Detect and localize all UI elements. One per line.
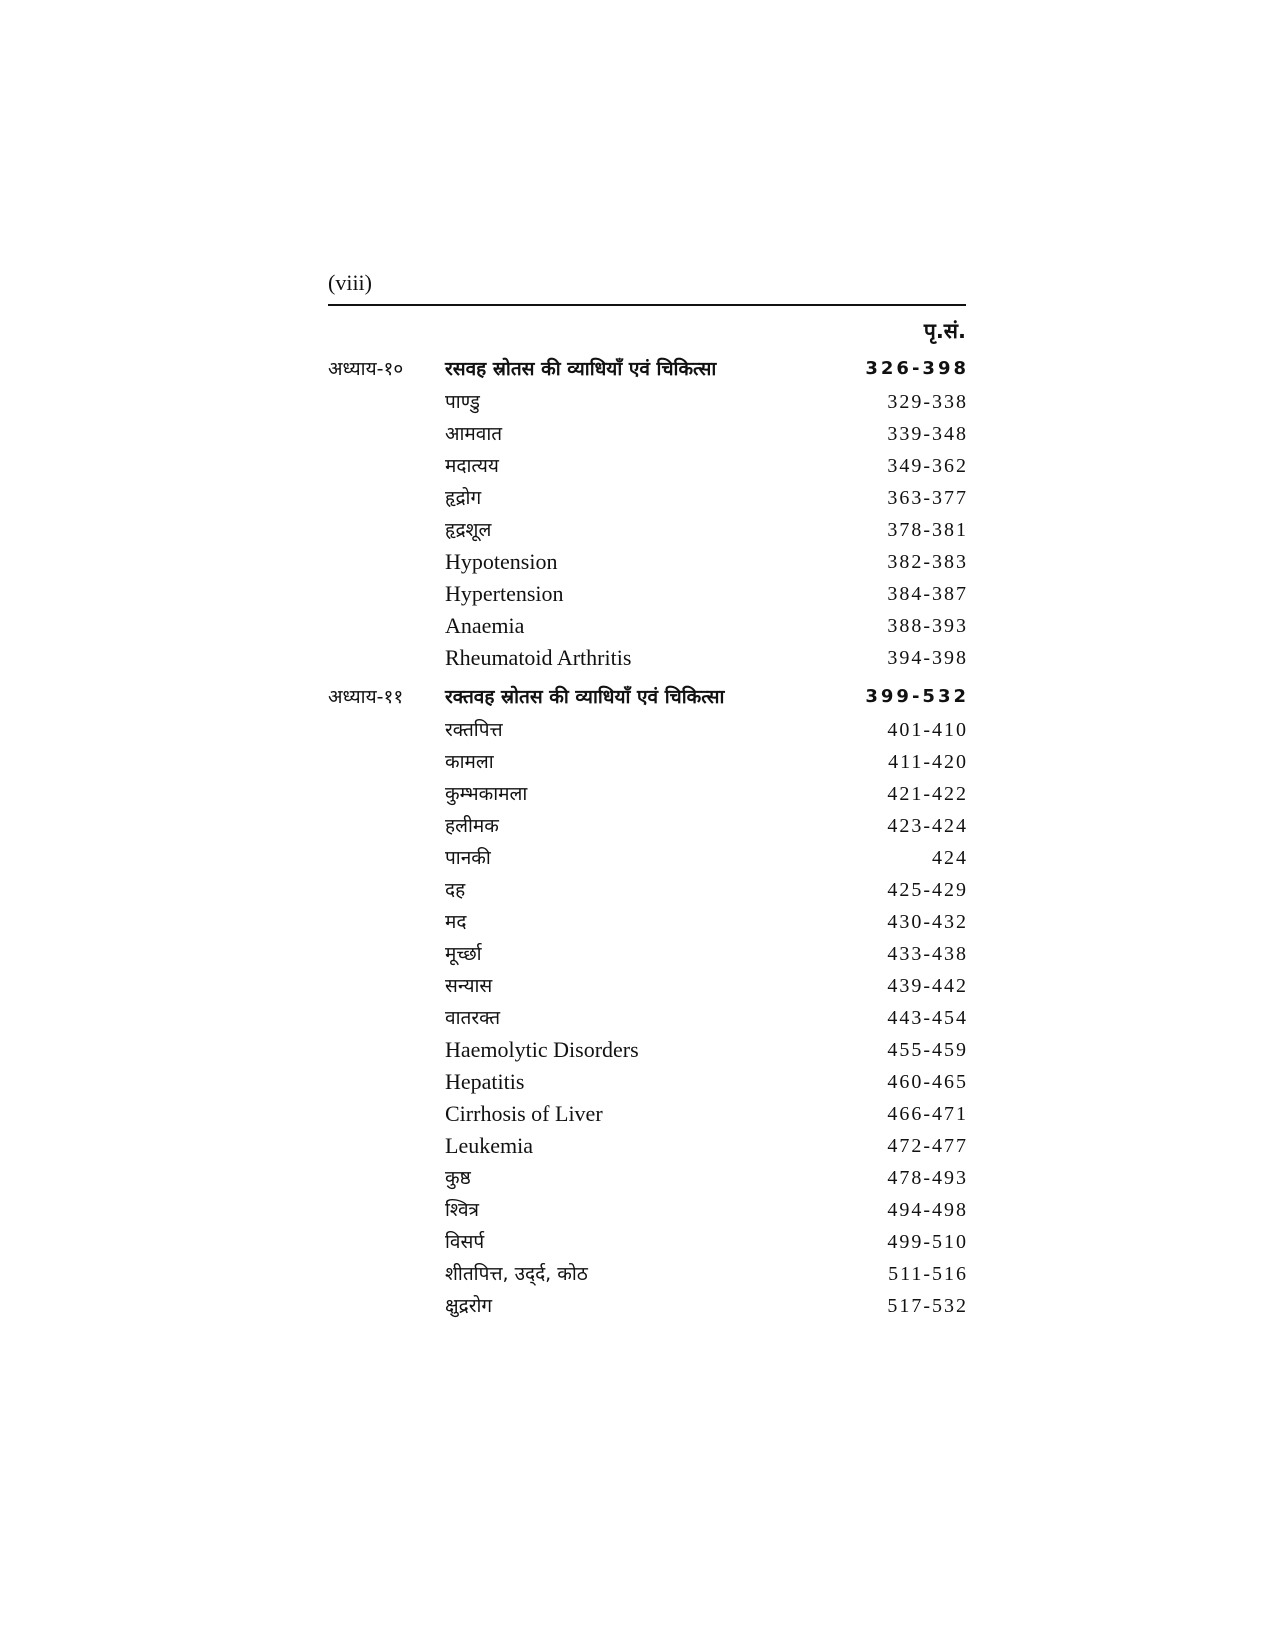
table-of-contents — [328, 268, 969, 1322]
entry-title: श्वित्र — [445, 1199, 480, 1221]
toc-entry — [328, 1194, 966, 1226]
entry-pages: 443-454 — [887, 1007, 968, 1029]
entry-title: Hepatitis — [445, 1069, 525, 1094]
toc-entry — [328, 1258, 966, 1290]
toc-entry — [328, 906, 966, 938]
entry-title: Hypertension — [445, 581, 564, 606]
entry-title: कामला — [445, 751, 494, 773]
entry-pages: 499-510 — [887, 1231, 968, 1253]
entry-pages: 430-432 — [887, 911, 968, 933]
toc-entry — [328, 482, 966, 514]
entry-title: क्षुद्ररोग — [445, 1295, 493, 1317]
toc-entry — [328, 1290, 966, 1322]
chapter-pages: 326-398 — [865, 358, 969, 379]
toc-entry — [328, 450, 966, 482]
entry-pages: 401-410 — [887, 719, 968, 741]
entry-pages: 363-377 — [887, 487, 968, 509]
entry-title: हृद्रशूल — [445, 519, 492, 541]
entry-title: मद — [445, 911, 467, 933]
entry-pages: 439-442 — [887, 975, 968, 997]
toc-entry — [328, 1130, 966, 1162]
entry-title: शीतपित्त, उद्‌र्द, कोठ — [445, 1263, 588, 1285]
entry-pages: 329-338 — [887, 391, 968, 413]
entry-pages: 517-532 — [887, 1295, 968, 1317]
entry-title: आमवात — [445, 423, 503, 445]
entry-title: रक्तपित्त — [445, 719, 503, 741]
chapter-row — [328, 352, 969, 386]
page-header — [328, 268, 966, 306]
entry-title: विसर्प — [445, 1231, 485, 1253]
chapter-label: अध्याय-१० — [328, 358, 404, 380]
entry-title: Haemolytic Disorders — [445, 1037, 639, 1062]
toc-entry — [328, 746, 966, 778]
entry-pages: 378-381 — [887, 519, 968, 541]
toc-entry — [328, 1098, 966, 1130]
entry-pages: 388-393 — [887, 615, 968, 637]
toc-entry — [328, 1226, 966, 1258]
entry-pages: 411-420 — [888, 751, 968, 773]
entry-pages: 433-438 — [887, 943, 968, 965]
entry-title: दह — [445, 879, 466, 901]
entry-pages: 382-383 — [887, 551, 968, 573]
chapter-title: रक्तवह स्रोतस की व्याधियाँ एवं चिकित्सा — [445, 686, 725, 708]
entry-title: पानकी — [445, 847, 491, 869]
entry-title: वातरक्त — [445, 1007, 501, 1029]
chapter-title: रसवह स्रोतस की व्याधियाँ एवं चिकित्सा — [445, 358, 717, 380]
chapter-label: अध्याय-११ — [328, 686, 404, 708]
toc-entry — [328, 386, 966, 418]
entry-title: कुष्ठ — [445, 1167, 471, 1189]
entry-title: सन्यास — [445, 975, 493, 997]
entry-title: Cirrhosis of Liver — [445, 1101, 603, 1126]
toc-entry — [328, 514, 966, 546]
entry-pages: 460-465 — [887, 1071, 968, 1093]
toc-entry — [328, 714, 966, 746]
entry-pages: 421-422 — [887, 783, 968, 805]
entry-title: Leukemia — [445, 1133, 533, 1158]
entry-title: मदात्यय — [445, 455, 499, 477]
entry-pages: 466-471 — [887, 1103, 968, 1125]
entry-pages: 424 — [932, 847, 968, 869]
entry-title: मूर्च्छा — [445, 943, 482, 965]
entry-title: Hypotension — [445, 549, 558, 574]
toc-entry — [328, 546, 966, 578]
entry-pages: 511-516 — [888, 1263, 968, 1285]
toc-entry — [328, 1002, 966, 1034]
entry-pages: 478-493 — [887, 1167, 968, 1189]
page-number: (viii) — [328, 270, 372, 295]
toc-entry — [328, 778, 966, 810]
toc-entry — [328, 970, 966, 1002]
entry-pages: 425-429 — [887, 879, 968, 901]
toc-entry — [328, 578, 966, 610]
toc-entry — [328, 1066, 966, 1098]
chapter-row — [328, 680, 969, 714]
toc-entry — [328, 1162, 966, 1194]
entry-pages: 472-477 — [887, 1135, 968, 1157]
toc-entry — [328, 610, 966, 642]
entry-pages: 339-348 — [887, 423, 968, 445]
toc-entry — [328, 642, 966, 674]
page-column-heading: पृ.सं. — [923, 319, 966, 343]
toc-entry — [328, 874, 966, 906]
entry-title: कुम्भकामला — [445, 783, 528, 805]
entry-pages: 455-459 — [887, 1039, 968, 1061]
entry-title: हलीमक — [445, 815, 499, 837]
toc-entry — [328, 1034, 966, 1066]
entry-pages: 394-398 — [887, 647, 968, 669]
entry-title: Rheumatoid Arthritis — [445, 645, 632, 670]
toc-entry — [328, 842, 966, 874]
toc-entry — [328, 810, 966, 842]
entry-pages: 349-362 — [887, 455, 968, 477]
toc-entry — [328, 938, 966, 970]
entry-title: पाण्डु — [445, 391, 480, 413]
entry-title: हृद्रोग — [445, 487, 482, 509]
entry-title: Anaemia — [445, 613, 525, 638]
entry-pages: 423-424 — [887, 815, 968, 837]
toc-entry — [328, 418, 966, 450]
chapter-pages: 399-532 — [865, 686, 969, 707]
entry-pages: 384-387 — [887, 583, 968, 605]
entry-pages: 494-498 — [887, 1199, 968, 1221]
